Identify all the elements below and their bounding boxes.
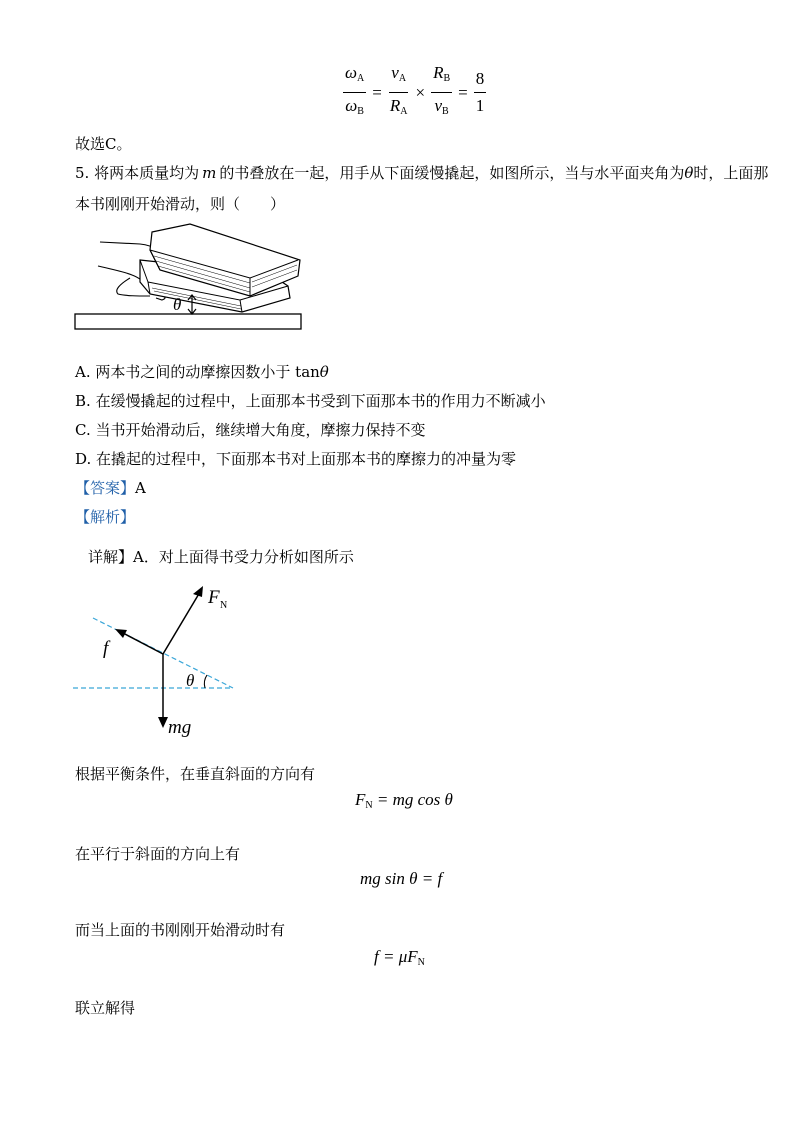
- combine-text: 联立解得: [75, 999, 136, 1017]
- mg-arrowhead: [158, 717, 168, 728]
- table-surface: [75, 314, 301, 329]
- ratio-equation: $\frac{\omega_A}{\omega_B}$ = $\frac{v_A}{R_A}$ × $\frac{R_B}{v_B}$ = $\frac{8}{1}$: [340, 62, 489, 123]
- slide-text: 而当上面的书刚刚开始滑动时有: [75, 921, 286, 939]
- fraction-omega: $\frac{\omega_A}{\omega_B}$: [345, 63, 365, 117]
- equation-perpendicular: $F_N$ = mg cos θ: [355, 790, 453, 811]
- question-5-line1: 5. 将两本质量均为 m 的书叠放在一起，用手从下面缓慢撬起，如图所示，当与水平面夹角为θ时，上面那: [75, 164, 769, 182]
- conclusion-text: 故选C。: [75, 135, 132, 153]
- f-label: f: [103, 638, 109, 659]
- mg-label: mg: [168, 717, 192, 738]
- fraction-r-over-v: $\frac{R_B}{v_B}$: [433, 63, 451, 117]
- books-theta-label: θ: [173, 295, 182, 314]
- fn-subscript: N: [220, 600, 228, 611]
- equation-parallel: mg sin θ = f: [360, 869, 443, 888]
- option-d: D. 在撬起的过程中，下面那本书对上面那本书的摩擦力的冲量为零: [75, 450, 517, 468]
- fn-arrowhead: [193, 586, 203, 597]
- detail-line: 详解】A．对上面得书受力分析如图所示: [88, 548, 354, 566]
- fraction-result: $\frac{8}{1}$: [475, 69, 485, 115]
- fn-label: F: [208, 587, 220, 608]
- analysis-label: 【解析】: [75, 508, 136, 526]
- books-figure: [70, 220, 310, 338]
- theta-label: θ: [186, 671, 195, 690]
- force-diagram: [65, 580, 265, 740]
- f-arrowhead: [115, 629, 127, 638]
- option-c: C. 当书开始滑动后，继续增大角度，摩擦力保持不变: [75, 421, 426, 439]
- equation-slide: $f = \mu F_N$: [374, 947, 425, 968]
- theta-arc: [204, 675, 207, 688]
- fraction-v-over-r: $\frac{v_A}{R_A}$: [389, 63, 408, 117]
- option-a: A. 两本书之间的动摩擦因数小于 tanθ: [75, 363, 329, 381]
- question-5-line2: 本书刚刚开始滑动，则（ ）: [75, 195, 286, 213]
- perpendicular-text: 根据平衡条件，在垂直斜面的方向有: [75, 765, 316, 783]
- parallel-text: 在平行于斜面的方向上有: [75, 845, 241, 863]
- option-b: B. 在缓慢撬起的过程中，上面那本书受到下面那本书的作用力不断减小: [75, 392, 546, 410]
- answer-line: 【答案】A: [75, 479, 146, 497]
